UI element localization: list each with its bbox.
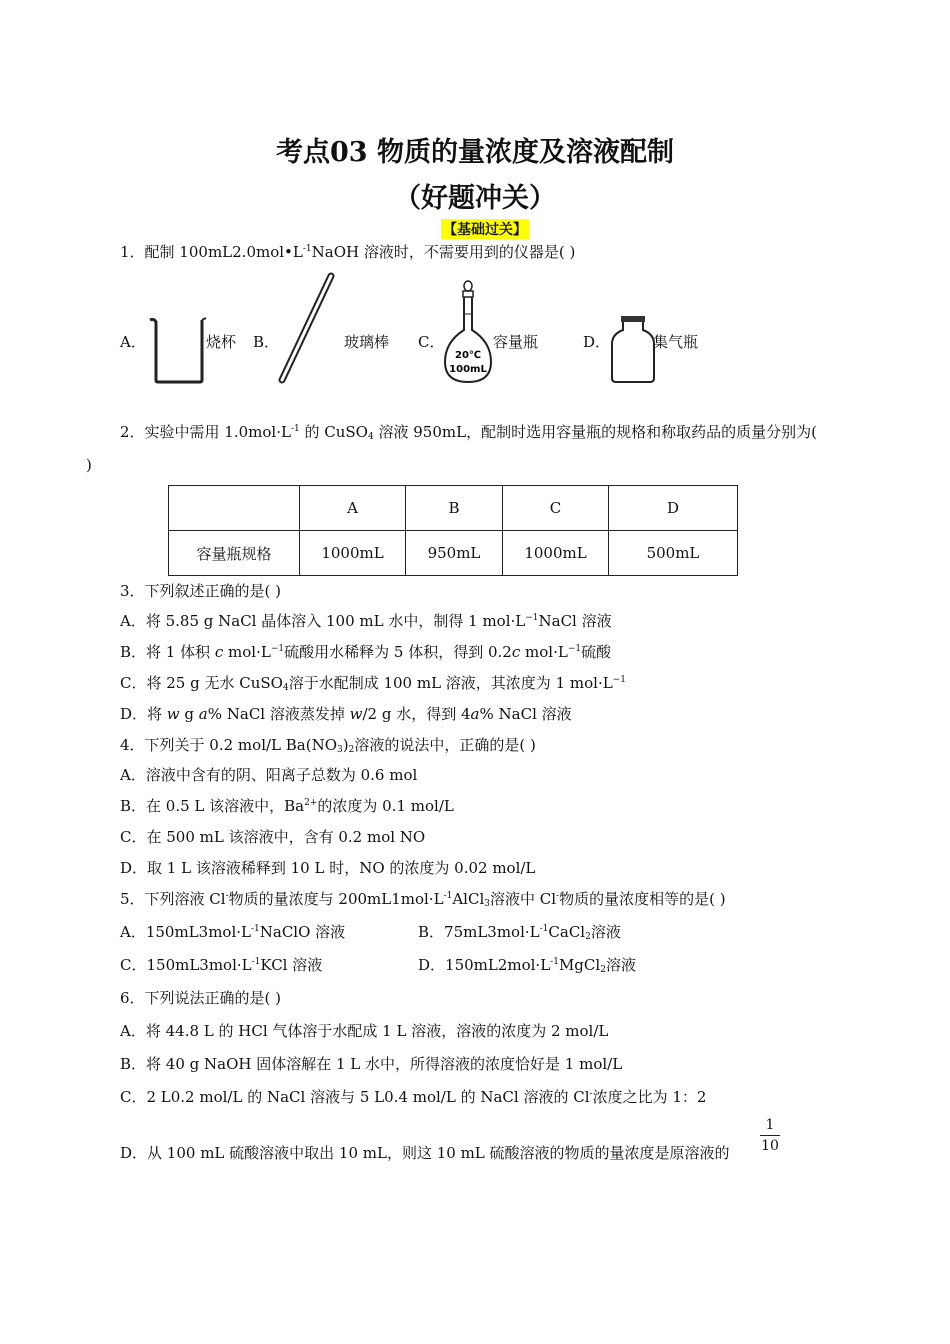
- beaker-icon: [146, 314, 208, 386]
- q5-option-b: B．$75mL3mol\cdot L^{-1}CaCl_2$溶液: [418, 923, 621, 942]
- table-cell: 500mL: [609, 531, 738, 576]
- gas-jar-icon: [609, 314, 657, 386]
- q3-option-a: A．将 5.85 g NaCl 晶体溶入 100 mL 水中，制得 1 $mol\cdot L^{-1}NaCl$ 溶液: [120, 612, 612, 630]
- fraction-one-tenth: [760, 1117, 780, 1154]
- table-cell: 950mL: [406, 531, 503, 576]
- table-cell: [169, 486, 300, 531]
- q4-option-d: D．取 1 L 该溶液稀释到 10 L 时，NO 的浓度为 0.02 mol/L: [120, 859, 536, 877]
- table-cell: A: [300, 486, 406, 531]
- question-6-stem: 6．下列说法正确的是( ): [120, 989, 282, 1007]
- table-cell: 1000mL: [300, 531, 406, 576]
- question-2-stem: 2．实验中需用 $1.0mol\cdot L^{-1}$ 的 CuSO$_4$ 溶液 950mL，配制时选用容量瓶的规格和称取药品的质量分别为(: [120, 423, 817, 442]
- fraction-bar: [760, 1135, 780, 1136]
- q5-option-a: A．$150mL3mol\cdot L^{-1}NaClO$ 溶液: [120, 923, 346, 941]
- table-cell: B: [406, 486, 503, 531]
- q4-option-c: C．在 500 mL 该溶液中，含有 0.2 mol NO: [120, 828, 426, 846]
- table-cell: 容量瓶规格: [169, 531, 300, 576]
- section-tag: 【基础过关】: [441, 219, 529, 239]
- table-cell: D: [609, 486, 738, 531]
- fraction-numerator: 1: [765, 1117, 775, 1133]
- table-row: [169, 531, 738, 576]
- page-subtitle: （好题冲关）: [394, 183, 556, 214]
- q3-option-c: C．将 25 g 无水 CuSO$_4$溶于水配制成 100 mL 溶液，其浓度为 1 $mol\cdot L^{-1}$: [120, 674, 626, 693]
- fraction-denominator: 10: [761, 1138, 779, 1154]
- q1-option-c-letter: C．: [418, 333, 445, 351]
- q3-option-d: D．将 w g a% NaCl 溶液蒸发掉 w/2 g 水，得到 4a% NaCl 溶液: [120, 705, 572, 723]
- q6-option-d: D．从 100 mL 硫酸溶液中取出 10 mL，则这 10 mL 硫酸溶液的物质的量浓度是原溶液的: [120, 1144, 730, 1162]
- glass-rod-icon: [276, 272, 338, 386]
- volumetric-flask-icon: [440, 280, 496, 386]
- q1-option-d-name: 集气瓶: [653, 333, 699, 351]
- q5-option-c: C．$150mL3mol\cdot L^{-1}KCl$ 溶液: [120, 956, 323, 974]
- q6-option-c: C．2 L0.2 mol/L 的 NaCl 溶液与 5 L0.4 mol/L 的 NaCl 溶液的 Cl-浓度之比为 1：2: [120, 1088, 707, 1106]
- question-2-stem-end: ): [86, 456, 92, 474]
- q5-option-d: D．$150mL2mol\cdot L^{-1}MgCl_2$溶液: [418, 956, 636, 975]
- q6-option-b: B．将 40 g NaOH 固体溶解在 1 L 水中，所得溶液的浓度恰好是 1 mol/L: [120, 1055, 623, 1073]
- q1-option-a-name: 烧杯: [206, 333, 237, 351]
- q3-option-b: B．将 1 体积 c $mol\cdot L^{-1}$硫酸用水稀释为 5 体积，得到 0.2c $mol\cdot L^{-1}$硫酸: [120, 643, 612, 661]
- q1-option-b-letter: B．: [253, 333, 280, 351]
- table-cell: C: [503, 486, 609, 531]
- q1-option-b-name: 玻璃棒: [344, 333, 390, 351]
- q1-option-d-letter: D．: [583, 333, 611, 351]
- svg-text:20℃: 20℃: [454, 350, 482, 361]
- q1-option-a-letter: A．: [120, 333, 146, 351]
- page-title: 考点03 物质的量浓度及溶液配制: [276, 137, 674, 168]
- q4-option-b: B．在 0.5 L 该溶液中，$Ba^{2+}$的浓度为 0.1 mol/L: [120, 797, 454, 815]
- question-1-stem: 1．配制 $100mL2.0mol•L^{-1}NaOH$ 溶液时，不需要用到的仪器是( ): [120, 243, 576, 261]
- q6-option-a: A．将 44.8 L 的 HCl 气体溶于水配成 1 L 溶液，溶液的浓度为 2 mol/L: [120, 1022, 609, 1040]
- table-header-row: [169, 486, 738, 531]
- q4-option-a: A．溶液中含有的阴、阳离子总数为 0.6 mol: [120, 766, 418, 784]
- q2-table: [168, 485, 738, 576]
- table-cell: 1000mL: [503, 531, 609, 576]
- svg-text:100mL: 100mL: [449, 364, 487, 375]
- question-4-stem: 4．下列关于 0.2 mol/L $Ba(NO_3)_2$溶液的说法中，正确的是( ): [120, 736, 536, 755]
- question-5-stem: 5．下列溶液 Cl-物质的量浓度与 $200mL1mol\cdot L^{-1}AlCl_3$溶液中 Cl-物质的量浓度相等的是( ): [120, 890, 726, 909]
- question-3-stem: 3．下列叙述正确的是( ): [120, 582, 282, 600]
- q1-option-c-name: 容量瓶: [493, 333, 539, 351]
